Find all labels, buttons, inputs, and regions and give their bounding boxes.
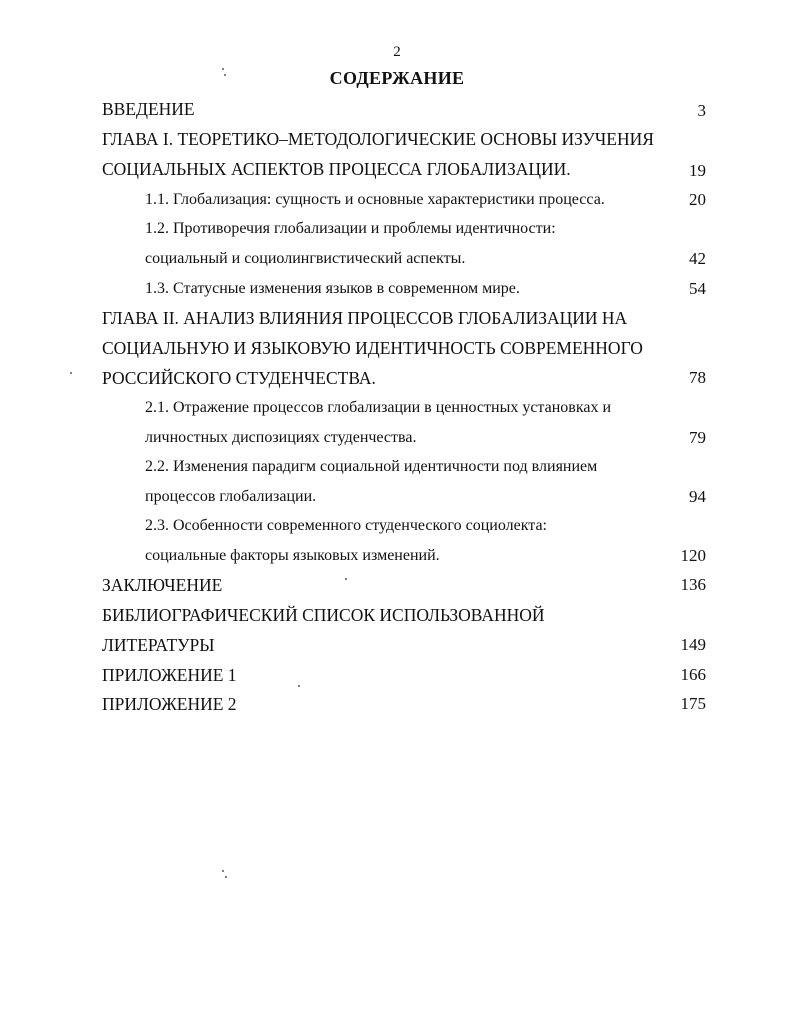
toc-chapter2-line1: ГЛАВА II. АНАЛИЗ ВЛИЯНИЯ ПРОЦЕССОВ ГЛОБАЛИЗАЦИИ НА: [102, 308, 628, 328]
scan-speck: [222, 68, 224, 70]
toc-bibliography-line1: БИБЛИОГРАФИЧЕСКИЙ СПИСОК ИСПОЛЬЗОВАННОЙ: [102, 605, 545, 625]
toc-section-2-3-line1: 2.3. Особенности современного студенческого социолекта:: [145, 517, 547, 534]
toc-appendix2-page: 175: [680, 694, 706, 713]
scan-speck: [345, 578, 347, 580]
toc-section-2-2-line2: процессов глобализации.: [145, 488, 317, 505]
toc-chapter2-line2: СОЦИАЛЬНУЮ И ЯЗЫКОВУЮ ИДЕНТИЧНОСТЬ СОВРЕМЕННОГО: [102, 338, 643, 358]
toc-section-2-1-line2: личностных диспозициях студенчества.: [145, 429, 417, 446]
scan-speck: [224, 74, 226, 76]
toc-section-2-3-line2: социальные факторы языковых изменений.: [145, 547, 440, 564]
toc-section-1-2-line2: социальный и социолингвистический аспекты.: [145, 250, 466, 267]
toc-section-2-2-line1: 2.2. Изменения парадигм социальной идентичности под влиянием: [145, 458, 598, 475]
scan-speck: [222, 870, 224, 872]
toc-bibliography-line2: ЛИТЕРАТУРЫ: [102, 635, 215, 655]
toc-appendix2-label: ПРИЛОЖЕНИЕ 2: [102, 694, 237, 714]
toc-chapter1-line2: СОЦИАЛЬНЫХ АСПЕКТОВ ПРОЦЕССА ГЛОБАЛИЗАЦИИ.: [102, 159, 571, 179]
toc-chapter2-line3: РОССИЙСКОГО СТУДЕНЧЕСТВА.: [102, 368, 376, 388]
scan-speck: [298, 685, 300, 687]
toc-section-1-2-page: 42: [689, 249, 706, 268]
toc-section-1-3-page: 54: [689, 279, 706, 298]
page-number: 2: [393, 44, 401, 60]
toc-appendix1-label: ПРИЛОЖЕНИЕ 1: [102, 665, 237, 685]
toc-section-1-1: 1.1. Глобализация: сущность и основные характеристики процесса.: [145, 191, 605, 208]
toc-chapter1-page: 19: [689, 161, 706, 180]
toc-appendix1-page: 166: [680, 665, 706, 684]
toc-section-2-1-page: 79: [689, 428, 706, 447]
page-title: СОДЕРЖАНИЕ: [329, 68, 465, 88]
toc-conclusion-page: 136: [680, 575, 706, 594]
toc-section-1-2-line1: 1.2. Противоречия глобализации и проблемы идентичности:: [145, 220, 556, 237]
toc-section-2-2-page: 94: [689, 487, 706, 506]
toc-introduction-label: ВВЕДЕНИЕ: [102, 99, 195, 119]
scan-speck: [70, 372, 72, 374]
toc-section-2-1-line1: 2.1. Отражение процессов глобализации в ценностных установках и: [145, 399, 612, 416]
toc-section-2-3-page: 120: [680, 546, 706, 565]
toc-chapter1-line1: ГЛАВА I. ТЕОРЕТИКО–МЕТОДОЛОГИЧЕСКИЕ ОСНОВЫ ИЗУЧЕНИЯ: [102, 129, 654, 149]
scan-speck: [225, 876, 227, 878]
toc-bibliography-page: 149: [680, 635, 706, 654]
toc-chapter2-page: 78: [689, 368, 706, 387]
toc-conclusion-label: ЗАКЛЮЧЕНИЕ: [102, 575, 223, 595]
toc-introduction-page: 3: [697, 101, 706, 120]
toc-section-1-1-page: 20: [689, 190, 706, 209]
toc-section-1-3: 1.3. Статусные изменения языков в современном мире.: [145, 280, 520, 297]
